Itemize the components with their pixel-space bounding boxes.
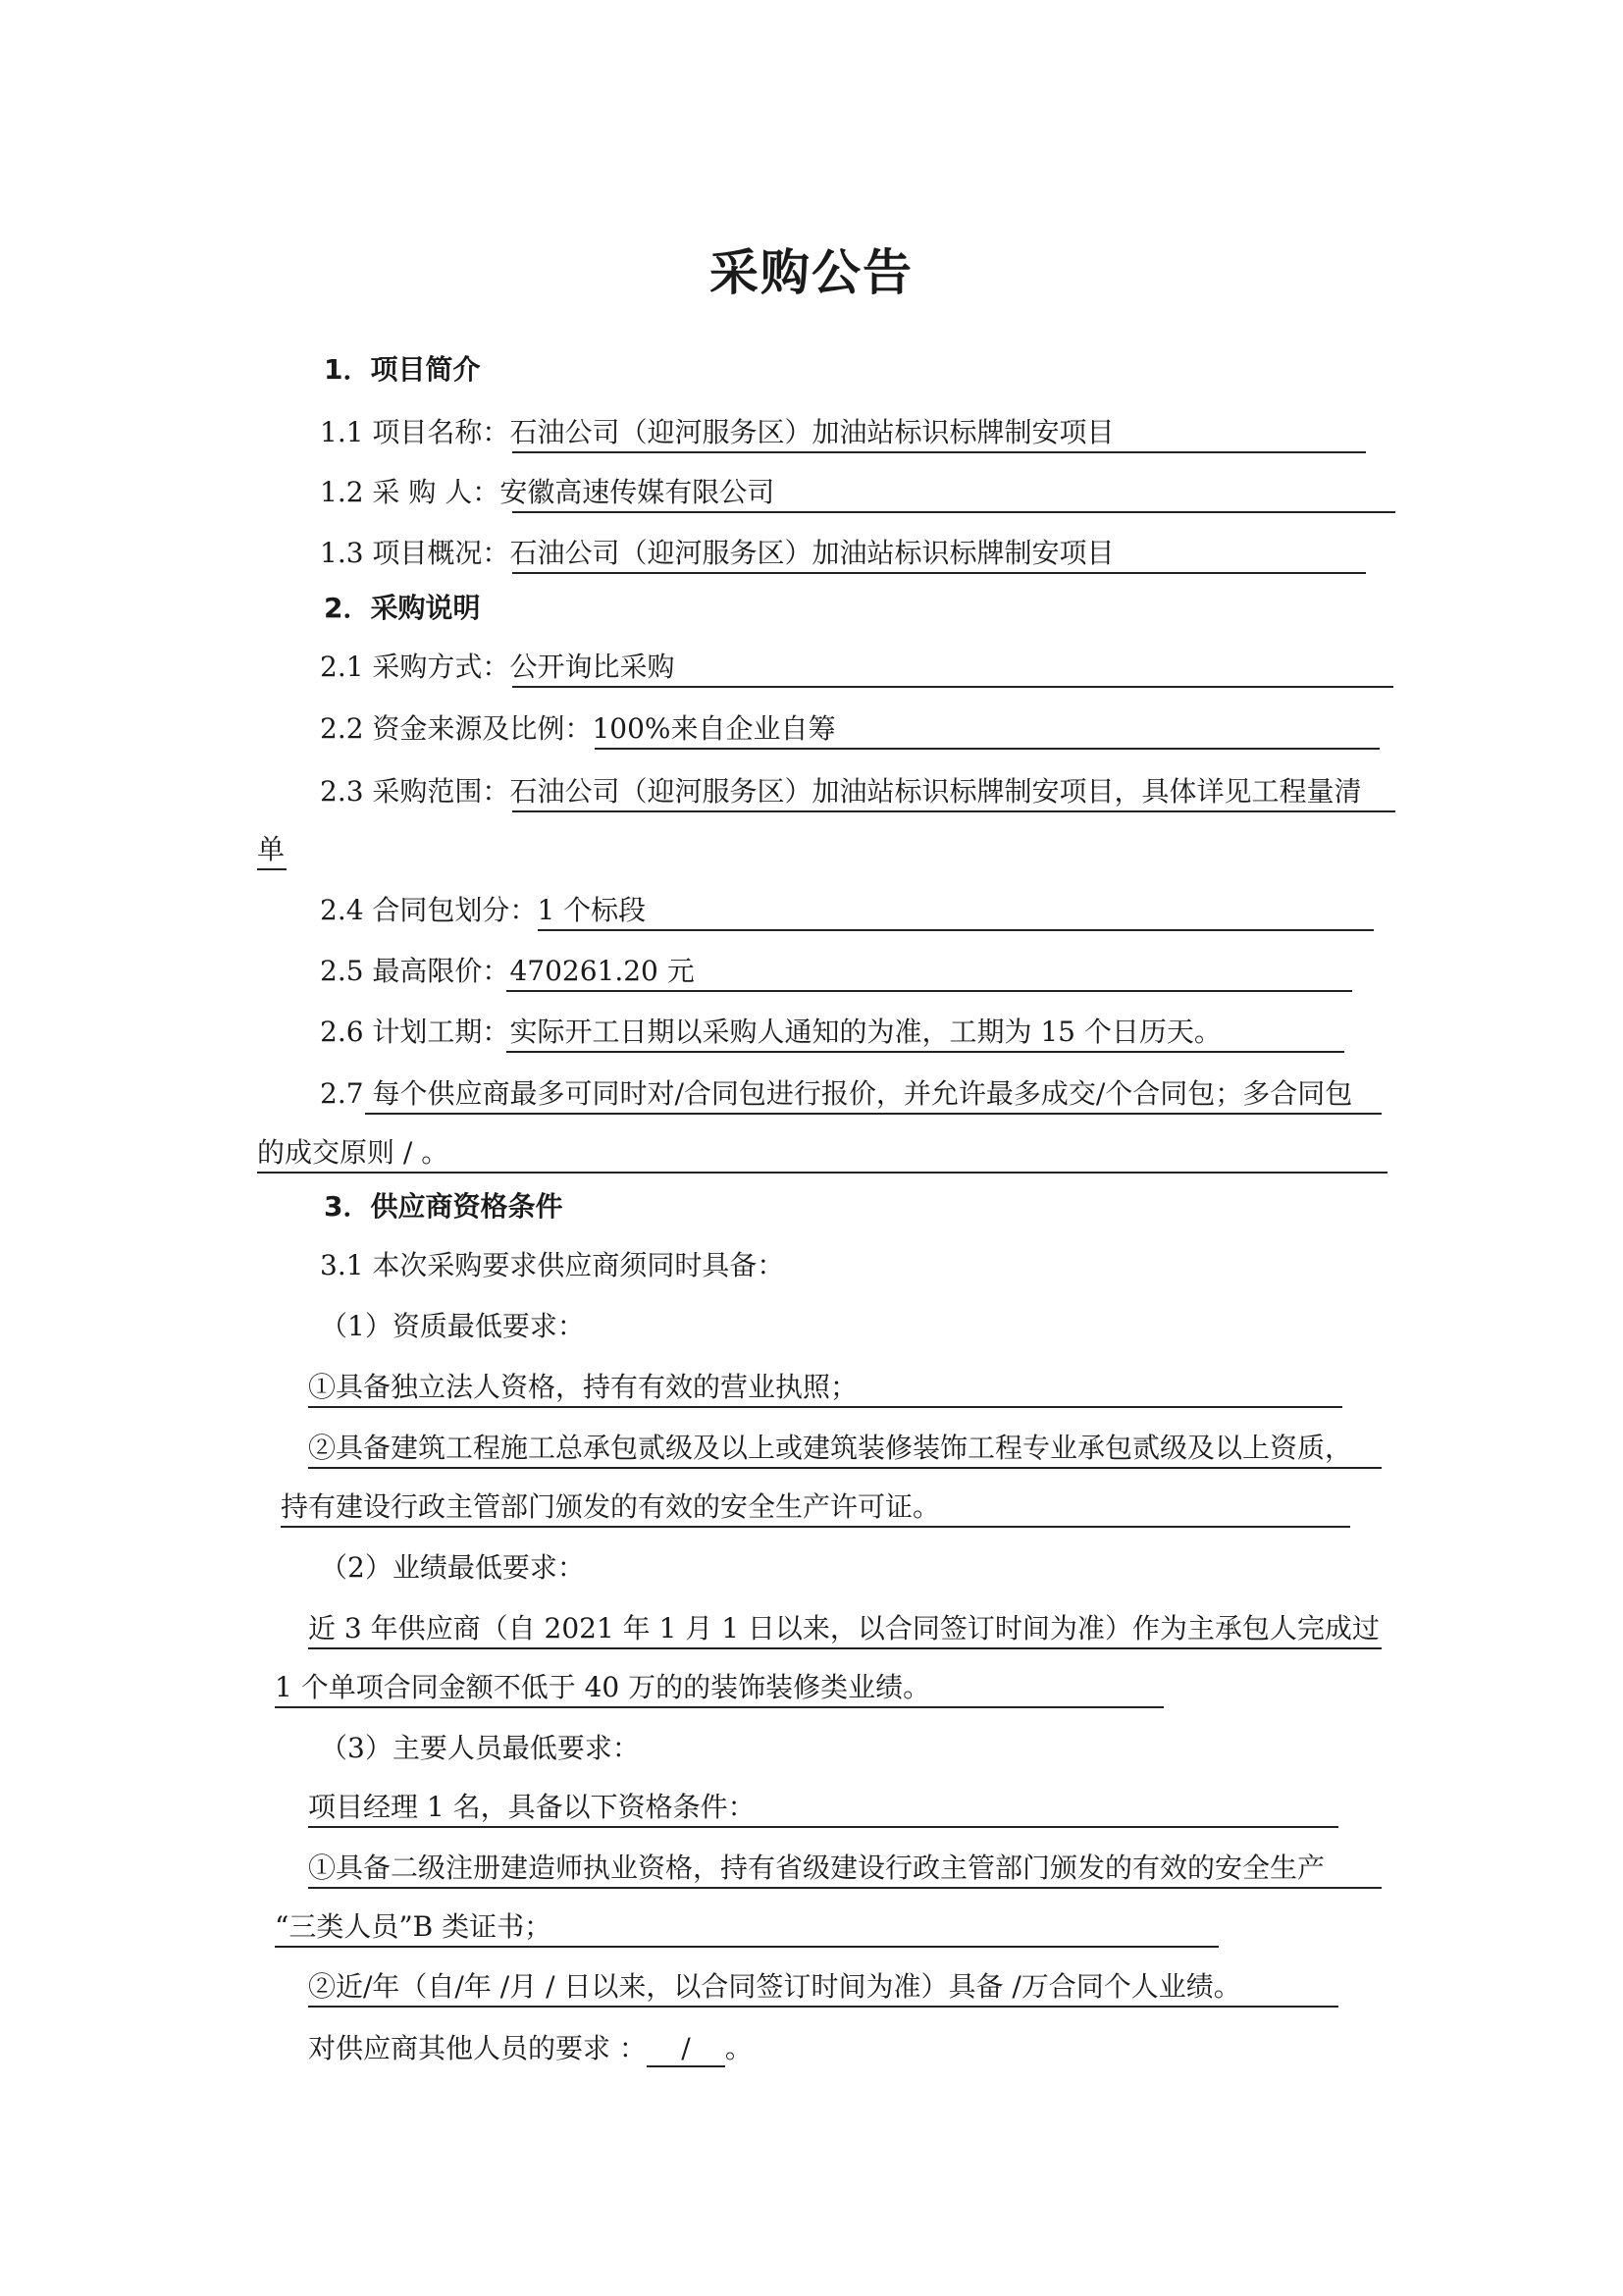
page-title: 采购公告 bbox=[709, 244, 914, 301]
project-overview-row bbox=[320, 534, 1114, 573]
fund-source-row bbox=[320, 709, 836, 749]
purchaser-row bbox=[320, 473, 774, 512]
personnel-item-2-cont-underline bbox=[275, 1946, 1219, 1948]
qualification-item-2: ②具备建筑工程施工总承包贰级及以上或建筑装修装饰工程专业承包贰级及以上资质， bbox=[308, 1432, 1353, 1464]
project-name-row bbox=[320, 413, 1114, 452]
procurement-method-label: 2.1 采购方式： bbox=[320, 651, 510, 683]
project-overview-underline bbox=[512, 572, 1366, 574]
other-personnel-value: / bbox=[647, 2032, 725, 2067]
qualification-heading: （1）资质最低要求： bbox=[320, 1310, 585, 1342]
performance-heading: （2）业绩最低要求： bbox=[320, 1551, 585, 1584]
fund-source-underline bbox=[595, 748, 1380, 750]
section-2-heading: 2．采购说明 bbox=[324, 592, 481, 624]
contract-division-value: 1 个标段 bbox=[537, 894, 647, 926]
other-personnel-label: 对供应商其他人员的要求 ： bbox=[308, 2032, 647, 2064]
procurement-scope-underline bbox=[512, 810, 1395, 812]
project-overview-value: 石油公司（迎河服务区）加油站标识标牌制安项目 bbox=[509, 537, 1115, 569]
personnel-item-3: ②近/年（自/年 /月 / 日以来，以合同签订时间为准）具备 /万合同个人业绩。 bbox=[308, 1970, 1241, 2003]
section-3-heading: 3．供应商资格条件 bbox=[324, 1190, 563, 1223]
personnel-item-2: ①具备二级注册建造师执业资格，持有省级建设行政主管部门颁发的有效的安全生产 bbox=[308, 1852, 1326, 1884]
qualification-item-2-underline bbox=[308, 1467, 1382, 1469]
contract-division-underline bbox=[538, 929, 1374, 931]
project-name-underline bbox=[512, 451, 1366, 453]
procurement-scope-continuation: 单 bbox=[257, 833, 286, 865]
bidding-rule-underline bbox=[365, 1113, 1382, 1115]
purchaser-underline bbox=[512, 511, 1395, 513]
purchaser-value: 安徽高速传媒有限公司 bbox=[499, 476, 775, 508]
procurement-scope-row bbox=[320, 772, 1361, 811]
contract-division-row bbox=[320, 891, 646, 930]
max-price-underline bbox=[506, 990, 1352, 992]
performance-item-continuation: 1 个单项合同金额不低于 40 万的的装饰装修类业绩。 bbox=[275, 1671, 931, 1703]
personnel-heading: （3）主要人员最低要求： bbox=[320, 1732, 640, 1764]
schedule-label: 2.6 计划工期： bbox=[320, 1016, 510, 1048]
bidding-rule-label: 2.7 bbox=[320, 1077, 373, 1110]
procurement-scope-cont-underline bbox=[257, 868, 287, 870]
fund-source-value: 100%来自企业自筹 bbox=[592, 712, 836, 745]
contract-division-label: 2.4 合同包划分： bbox=[320, 894, 538, 926]
personnel-item-2-continuation: “三类人员”B 类证书； bbox=[275, 1910, 552, 1943]
bidding-rule-continuation: 的成交原则 / 。 bbox=[257, 1136, 449, 1169]
schedule-value: 实际开工日期以采购人通知的为准，工期为 15 个日历天。 bbox=[509, 1016, 1222, 1048]
bidding-rule-row bbox=[320, 1074, 1352, 1114]
procurement-method-row bbox=[320, 648, 674, 687]
performance-item-cont-underline bbox=[275, 1706, 1164, 1708]
other-personnel-end: 。 bbox=[724, 2032, 753, 2064]
procurement-scope-value: 石油公司（迎河服务区）加油站标识标牌制安项目，具体详见工程量清 bbox=[509, 775, 1362, 808]
max-price-value: 470261.20 元 bbox=[509, 955, 695, 987]
purchaser-label: 1.2 采 购 人： bbox=[320, 476, 500, 508]
section-1-heading: 1．项目简介 bbox=[324, 353, 481, 386]
max-price-row bbox=[320, 952, 695, 991]
other-personnel-row bbox=[308, 2029, 753, 2068]
qualification-item-2-cont-underline bbox=[281, 1526, 1350, 1528]
procurement-scope-label: 2.3 采购范围： bbox=[320, 775, 510, 808]
project-name-value: 石油公司（迎河服务区）加油站标识标牌制安项目 bbox=[509, 416, 1115, 448]
personnel-item-1-underline bbox=[308, 1826, 1338, 1828]
project-overview-label: 1.3 项目概况： bbox=[320, 537, 510, 569]
schedule-row bbox=[320, 1013, 1222, 1052]
procurement-method-underline bbox=[512, 686, 1393, 688]
bidding-rule-value: 每个供应商最多可同时对/合同包进行报价，并允许最多成交/个合同包；多合同包 bbox=[372, 1077, 1353, 1110]
procurement-method-value: 公开询比采购 bbox=[509, 651, 675, 683]
project-name-label: 1.1 项目名称： bbox=[320, 416, 510, 448]
requirements-intro: 3.1 本次采购要求供应商须同时具备： bbox=[320, 1249, 785, 1281]
personnel-item-1: 项目经理 1 名，具备以下资格条件： bbox=[308, 1791, 756, 1823]
schedule-underline bbox=[506, 1051, 1344, 1053]
personnel-item-3-underline bbox=[308, 2006, 1338, 2008]
fund-source-label: 2.2 资金来源及比例： bbox=[320, 712, 593, 745]
max-price-label: 2.5 最高限价： bbox=[320, 955, 510, 987]
performance-item: 近 3 年供应商（自 2021 年 1 月 1 日以来，以合同签订时间为准）作为主承包人完成过 bbox=[308, 1612, 1380, 1644]
performance-item-underline bbox=[308, 1647, 1382, 1649]
qualification-item-1: ①具备独立法人资格，持有有效的营业执照； bbox=[308, 1371, 859, 1403]
qualification-item-1-underline bbox=[308, 1406, 1342, 1408]
qualification-item-2-continuation: 持有建设行政主管部门颁发的有效的安全生产许可证。 bbox=[281, 1490, 941, 1523]
personnel-item-2-underline bbox=[308, 1887, 1382, 1889]
bidding-rule-cont-underline bbox=[257, 1172, 1387, 1174]
